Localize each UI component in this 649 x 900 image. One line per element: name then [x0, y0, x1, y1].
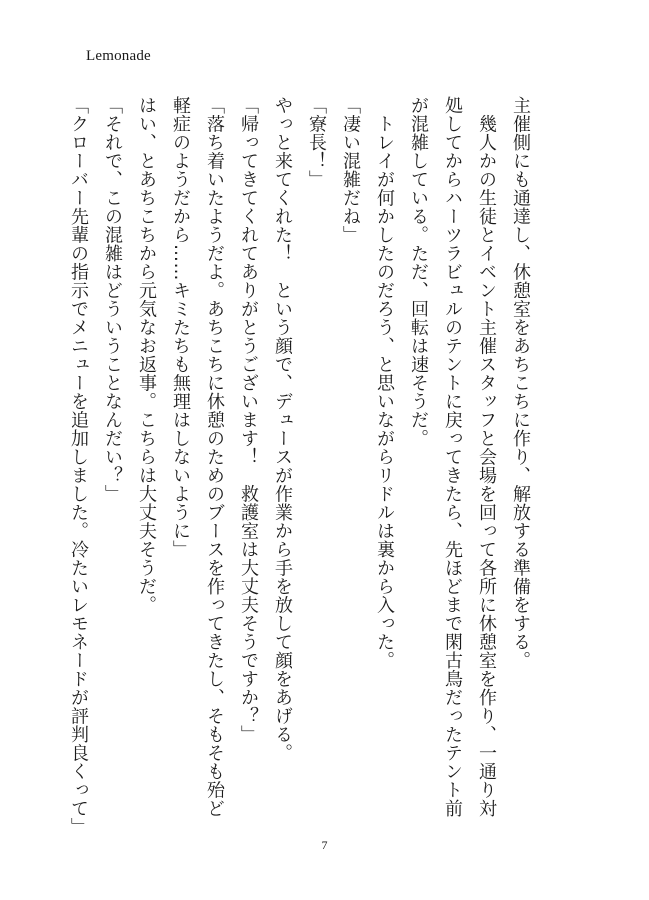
text-line: 幾人かの生徒とイベント主催スタッフと会場を回って各所に休憩室を作り、一通り対	[476, 96, 497, 818]
text-line: 主催側にも通達し、休憩室をあちこちに作り、解放する準備をする。	[510, 96, 531, 670]
running-header-title: Lemonade	[86, 48, 151, 64]
text-line: 「帰ってきてくれてありがとうございます！ 救護室は大丈夫そうですか？」	[238, 96, 259, 744]
text-line: 「落ち着いたようだよ。あちこちに休憩のためのブースを作ってきたし、そもそも殆ど	[204, 96, 225, 818]
text-line: 「寮長！」	[306, 96, 327, 189]
text-line: やっと来てくれた！ という顔で、デュースが作業から手を放して顔をあげる。	[272, 96, 293, 762]
page-number: 7	[321, 838, 328, 852]
text-line: 軽症のようだから……キミたちも無理はしないように」	[170, 96, 191, 559]
text-line: 「凄い混雑だね」	[340, 96, 361, 244]
vertical-text-body	[61, 96, 537, 836]
text-line: 「それで、この混雑はどういうことなんだい？」	[102, 96, 123, 503]
text-line: はい、とあちこちから元気なお返事。こちらは大丈夫そうだ。	[136, 96, 157, 614]
text-line: が混雑している。ただ、回転は速そうだ。	[408, 96, 429, 448]
text-line: トレイが何かしたのだろう、と思いながらリドルは裏から入った。	[374, 96, 395, 670]
text-line: 処してからハーツラビュルのテントに戻ってきたら、先ほどまで閑古鳥だったテント前	[442, 96, 463, 818]
text-line: 「クローバー先輩の指示でメニューを追加しました。冷たいレモネードが評判良くって」	[68, 96, 89, 836]
